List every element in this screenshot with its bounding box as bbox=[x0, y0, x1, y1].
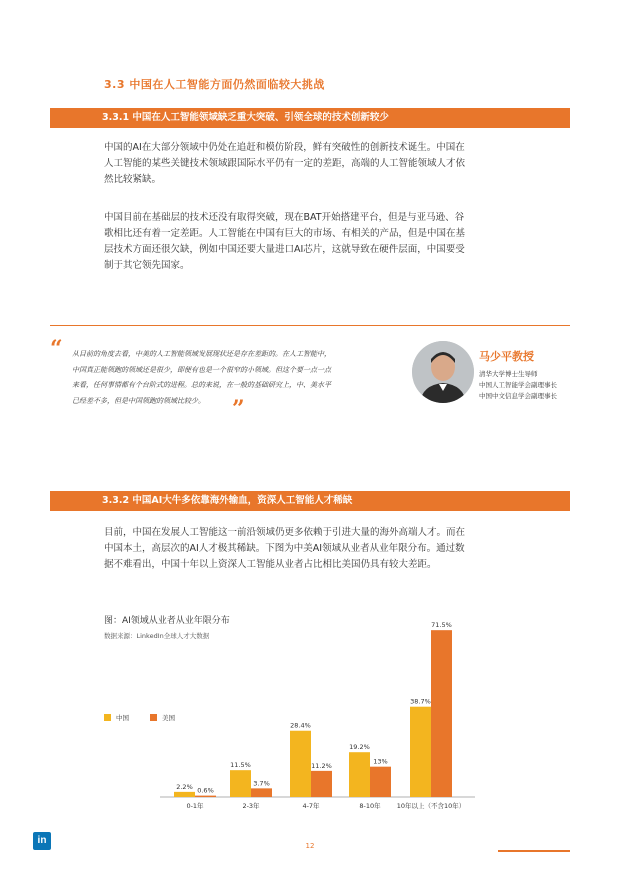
legend-label: 美国 bbox=[162, 714, 175, 722]
x-tick-label: 8-10年 bbox=[359, 802, 381, 810]
quote-line: 中国真正能领跑的领域还是很少，即便有也是一个很窄的小领域。但这个要一点一点 bbox=[72, 365, 331, 374]
linkedin-logo: in bbox=[33, 832, 51, 850]
paragraph-line: 制于其它领先国家。 bbox=[104, 260, 190, 271]
open-quote-icon: “ bbox=[50, 336, 63, 362]
subsection-header-3-3-2: 3.3.2 中国AI大牛多依靠海外输血，资深人工智能人才稀缺 bbox=[50, 491, 570, 511]
paragraph-line: 中国的AI在大部分领域中仍处在追赶和模仿阶段，鲜有突破性的创新技术诞生。中国在 bbox=[104, 142, 465, 153]
chart-source: 数据来源：LinkedIn全球人才大数据 bbox=[104, 632, 210, 640]
data-label: 11.2% bbox=[311, 761, 332, 770]
bar-china bbox=[290, 731, 311, 797]
chart-title: 图：AI领域从业者从业年限分布 bbox=[104, 616, 230, 626]
professor-role: 清华大学博士生导师 bbox=[479, 370, 538, 378]
x-tick-label: 0-1年 bbox=[186, 802, 204, 810]
bar-us bbox=[195, 796, 216, 797]
close-quote-icon: ” bbox=[232, 396, 245, 422]
data-label: 11.5% bbox=[230, 761, 251, 770]
paragraph-line: 中国目前在基础层的技术还没有取得突破，现在BAT开始搭建平台，但是与亚马逊、谷 bbox=[104, 212, 465, 223]
paragraph-line: 层技术方面还很欠缺，例如中国还要大量进口AI芯片，这就导致在硬件层面，中国要受 bbox=[104, 244, 465, 255]
paragraph-line: 歌相比还有着一定差距。人工智能在中国有巨大的市场、有相关的产品，但是中国在基 bbox=[104, 228, 466, 239]
section-title: 3.3 中国在人工智能方面仍然面临较大挑战 bbox=[104, 78, 325, 91]
professor-role: 中国中文信息学会副理事长 bbox=[479, 392, 557, 400]
x-tick-label: 4-7年 bbox=[302, 802, 320, 810]
professor-name: 马少平教授 bbox=[479, 350, 534, 363]
bar-china bbox=[174, 792, 195, 797]
data-label: 19.2% bbox=[349, 743, 370, 752]
paragraph-line: 然比较紧缺。 bbox=[104, 174, 162, 185]
bar-us bbox=[370, 767, 391, 797]
data-label: 2.2% bbox=[176, 782, 193, 791]
bar-china bbox=[230, 770, 251, 797]
data-label: 0.6% bbox=[197, 786, 214, 795]
data-label: 38.7% bbox=[410, 697, 431, 706]
footer-rule bbox=[498, 850, 570, 852]
paragraph-line: 人工智能的某些关键技术领域跟国际水平仍有一定的差距，高端的人工智能领域人才依 bbox=[104, 158, 466, 169]
data-label: 28.4% bbox=[290, 721, 311, 730]
legend-label: 中国 bbox=[116, 714, 129, 722]
bar-us bbox=[251, 788, 272, 797]
bar-china bbox=[349, 752, 370, 797]
quote-line: 来看，任何事情都有个台阶式的进程。总的来说，在一般的基础研究上，中、美水平 bbox=[72, 381, 331, 389]
bar-us bbox=[311, 771, 332, 797]
bar-china bbox=[410, 707, 431, 797]
quote-line: 从目前的角度去看，中美的人工智能领域发展现状还是存在差距的。在人工智能中， bbox=[72, 350, 331, 358]
subsection-header-3-3-1: 3.3.1 中国在人工智能领域缺乏重大突破、引领全球的技术创新较少 bbox=[50, 108, 570, 128]
data-label: 13% bbox=[373, 757, 388, 766]
paragraph-line: 中国本土，高层次的AI人才极其稀缺。下图为中美AI领域从业者从业年限分布。通过数 bbox=[104, 543, 465, 554]
page-number: 12 bbox=[305, 842, 315, 850]
professor-role: 中国人工智能学会副理事长 bbox=[479, 381, 557, 389]
data-label: 71.5% bbox=[431, 621, 452, 630]
bar-us bbox=[431, 630, 452, 797]
x-tick-label: 10年以上（不含10年） bbox=[396, 802, 466, 810]
quote-line: 已经差不多，但是中国领跑的领域比较少。 bbox=[72, 396, 205, 405]
data-label: 3.7% bbox=[253, 779, 270, 788]
paragraph-line: 目前，中国在发展人工智能这一前沿领域仍更多依赖于引进大量的海外高端人才。而在 bbox=[104, 527, 466, 538]
paragraph-line: 据不难看出，中国十年以上资深人工智能从业者占比相比美国仍具有较大差距。 bbox=[104, 559, 437, 570]
x-tick-label: 2-3年 bbox=[242, 802, 260, 810]
